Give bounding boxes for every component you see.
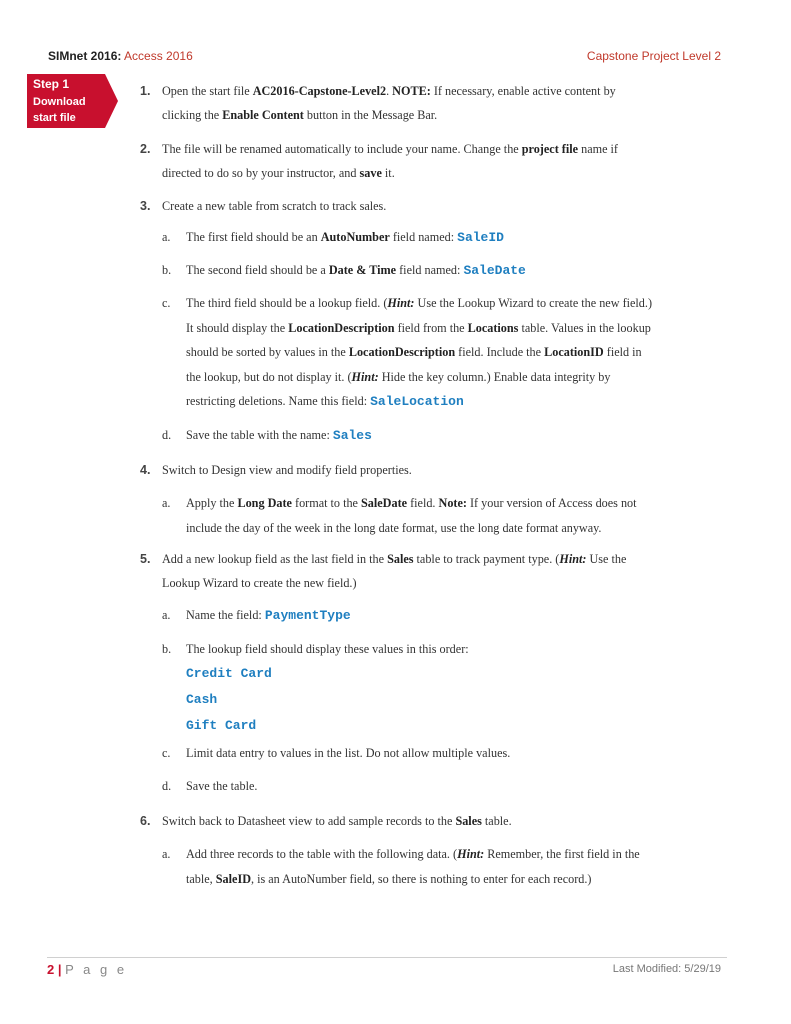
footer-divider bbox=[47, 957, 727, 958]
sub-letter: a. bbox=[162, 608, 171, 622]
field-name-code: SaleDate bbox=[463, 263, 526, 278]
instruction-item-6: Switch back to Datasheet view to add sample records to the Sales table. bbox=[162, 814, 512, 828]
field-name-code: SaleID bbox=[457, 230, 504, 245]
item-number: 5. bbox=[140, 552, 151, 566]
sub-item-5c: Limit data entry to values in the list. Do not allow multiple values. bbox=[186, 746, 511, 760]
sub-letter: a. bbox=[162, 847, 171, 861]
header-version: Access 2016 bbox=[124, 49, 193, 63]
sub-item-3b: The second field should be a Date & Time field named: SaleDate bbox=[186, 263, 526, 278]
sub-letter: c. bbox=[162, 296, 171, 310]
table-name-code: Sales bbox=[332, 428, 372, 443]
item-number: 1. bbox=[140, 84, 151, 98]
item-number: 4. bbox=[140, 463, 151, 477]
item-number: 2. bbox=[140, 142, 151, 156]
instruction-item-3: Create a new table from scratch to track sales. bbox=[162, 199, 387, 213]
sub-letter: a. bbox=[162, 230, 171, 244]
header-project: Capstone Project Level 2 bbox=[586, 49, 721, 63]
sub-item-6a: Add three records to the table with the following data. (Hint: Remember, the first field in the table, SaleID, is an AutoNumber field, so there is nothing to enter for each record.) bbox=[186, 847, 640, 886]
sub-letter: d. bbox=[162, 779, 172, 793]
step-text: Download start file bbox=[33, 96, 86, 124]
item-number: 6. bbox=[140, 814, 151, 828]
sub-item-5a: Name the field: PaymentType bbox=[186, 608, 351, 623]
sub-item-3c: The third field should be a lookup field. (Hint: Use the Lookup Wizard to create the new field.) It should display the LocationDescription field from the Locations table. Values in the lookup should be sorted by values in the LocationDescription field. Include the LocationID field in the lookup, but do not display it. (Hint: Hide the key column.) Enable data integrity by restricting deletions. Name this field: SaleLocation bbox=[186, 296, 653, 409]
header-left bbox=[48, 49, 193, 63]
sub-letter: b. bbox=[162, 263, 172, 277]
sub-item-5b: The lookup field should display these values in this order: bbox=[186, 642, 469, 656]
lookup-value: Gift Card bbox=[186, 718, 257, 733]
lookup-value: Credit Card bbox=[186, 666, 272, 681]
lookup-value: Cash bbox=[186, 692, 218, 707]
header-brand: SIMnet 2016: bbox=[48, 49, 122, 63]
sub-item-3a: The first field should be an AutoNumber field named: SaleID bbox=[186, 230, 504, 245]
sub-letter: c. bbox=[162, 746, 171, 760]
field-name-code: PaymentType bbox=[264, 608, 351, 623]
step-callout bbox=[27, 74, 105, 128]
sub-letter: d. bbox=[162, 428, 172, 442]
instruction-item-4: Switch to Design view and modify field properties. bbox=[162, 463, 412, 477]
sub-item-5d: Save the table. bbox=[186, 779, 258, 793]
last-modified: Last Modified: 5/29/19 bbox=[612, 963, 721, 975]
instruction-item-1: Open the start file AC2016-Capstone-Level2. NOTE: If necessary, enable active content by clicking the Enable Content button in the Message Bar. bbox=[162, 84, 616, 122]
sub-item-3d: Save the table with the name: Sales bbox=[186, 428, 372, 443]
item-number: 3. bbox=[140, 199, 151, 213]
sub-letter: a. bbox=[162, 496, 171, 510]
step-title: Step 1 bbox=[33, 77, 70, 91]
instruction-item-2: The file will be renamed automatically to include your name. Change the project file name if directed to do so by your instructor, and save it. bbox=[162, 142, 618, 180]
instruction-item-5: Add a new lookup field as the last field in the Sales table to track payment type. (Hint: Use the Lookup Wizard to create the new field.) bbox=[162, 552, 627, 590]
page-number: 2 | P a g e bbox=[47, 962, 128, 977]
field-name-code: SaleLocation bbox=[370, 394, 464, 409]
sub-item-4a: Apply the Long Date format to the SaleDate field. Note: If your version of Access does not include the day of the week in the long date format, use the long date format anyway. bbox=[186, 496, 637, 535]
sub-letter: b. bbox=[162, 642, 172, 656]
